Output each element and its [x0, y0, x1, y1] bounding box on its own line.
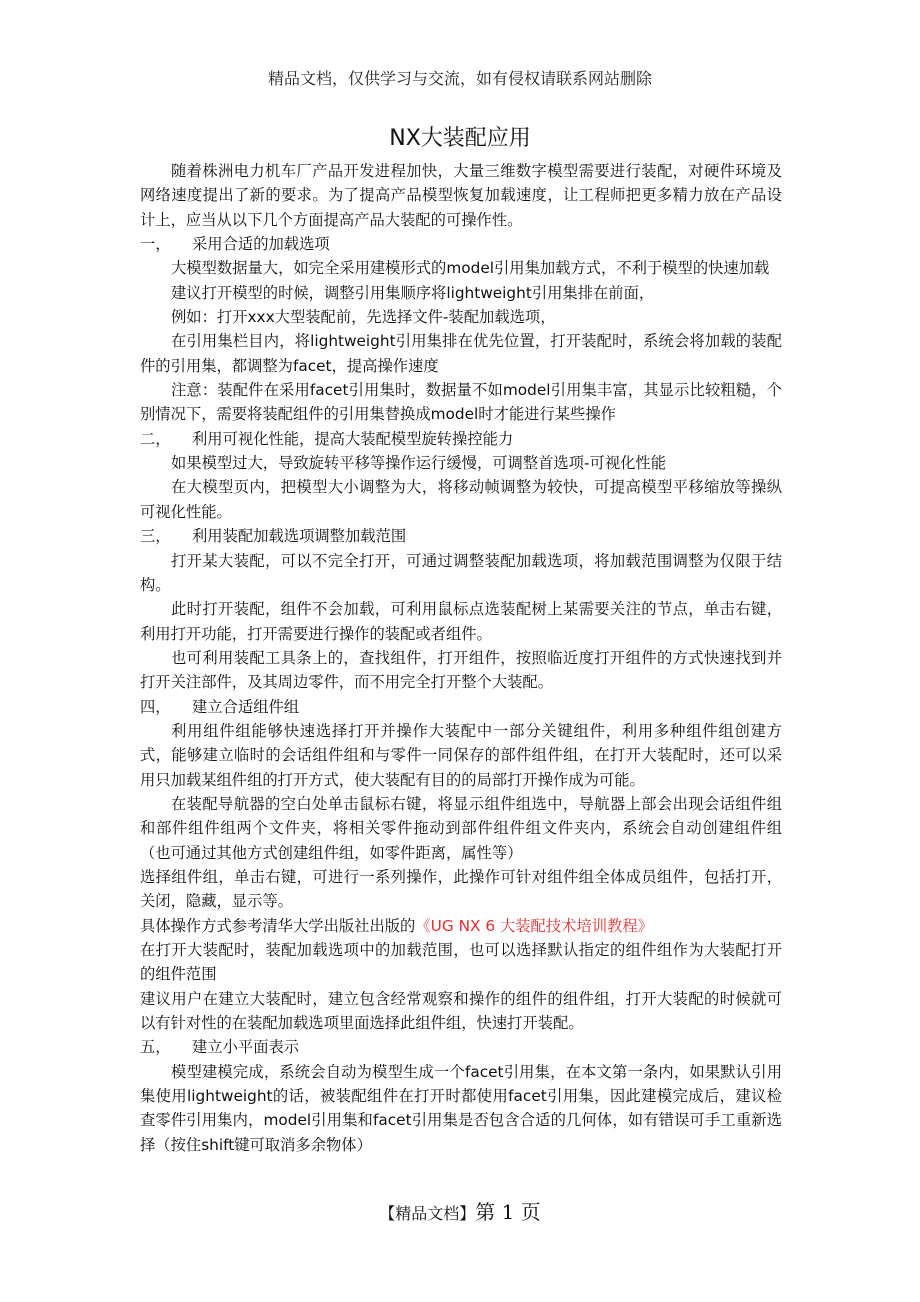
- section-number: 三，: [140, 527, 171, 546]
- section-number: 五，: [140, 1038, 171, 1057]
- section-heading-1: [140, 232, 782, 256]
- paragraph: 利用组件组能够快速选择打开并操作大装配中一部分关键组件，利用多种组件组创建方式，能够建立临时的会话组件组和与零件一同保存的部件组件组，在打开大装配时，还可以采用只加载某组件组的打开方式，使大装配有目的的局部打开操作成为可能。: [140, 721, 782, 789]
- paragraph: 模型建模完成，系统会自动为模型生成一个facet引用集，在本文第一条内，如果默认引用集使用lightweight的话，被装配组件在打开时都使用facet引用集，因此建模完成后，建议检查零件引用集内，model引用集和facet引用集是否包含合适的几何体，如有错误可手工重新选择（按住shift键可取消多余物体）: [140, 1062, 782, 1154]
- paragraph: 在大模型页内，把模型大小调整为大，将移动帧调整为较快，可提高模型平移缩放等操纵可视化性能。: [140, 478, 782, 521]
- section-title: 建立小平面表示: [192, 1038, 300, 1057]
- paragraph: 在装配导航器的空白处单击鼠标右键，将显示组件组选中，导航器上部会出现会话组件组和部件组件组两个文件夹，将相关零件拖动到部件组件组文件夹内，系统会自动创建组件组（也可通过其他方式创建组件组，如零件距离，属性等）: [140, 794, 782, 862]
- paragraph: 选择组件组，单击右键，可进行一系列操作，此操作可针对组件组全体成员组件，包括打开，关闭，隐藏，显示等。: [140, 867, 782, 911]
- page-number: 第 1 页: [475, 1200, 541, 1224]
- section-number: 二，: [140, 429, 171, 448]
- section-heading-5: [140, 1035, 782, 1059]
- paragraph: 注意：装配件在采用facet引用集时，数据量不如model引用集丰富，其显示比较粗糙，个别情况下，需要将装配组件的引用集替换成model时才能进行某些操作: [140, 381, 782, 424]
- paragraph: 建议用户在建立大装配时，建立包含经常观察和操作的组件的组件组，打开大装配的时候就可以有针对性的在装配加载选项里面选择此组件组，快速打开装配。: [140, 989, 782, 1033]
- page-header: 精品文档，仅供学习与交流，如有侵权请联系网站删除: [267, 69, 652, 88]
- section-heading-4: [140, 695, 782, 719]
- section-number: 四，: [140, 697, 171, 716]
- section-title: 采用合适的加载选项: [192, 235, 330, 254]
- section-number: 一，: [140, 235, 171, 254]
- paragraph: 例如：打开xxx大型装配前，先选择文件-装配加载选项，: [171, 308, 556, 327]
- book-reference: 《UG NX 6 大装配技术培训教程》: [415, 916, 653, 935]
- paragraph: 如果模型过大，导致旋转平移等操作运行缓慢，可调整首选项-可视化性能: [171, 454, 667, 473]
- paragraph: 大模型数据量大，如完全采用建模形式的model引用集加载方式，不利于模型的快速加载: [171, 259, 770, 278]
- document-body: [140, 159, 782, 1157]
- section-title: 利用装配加载选项调整加载范围: [192, 527, 407, 546]
- section-title: 利用可视化性能，提高大装配模型旋转操控能力: [192, 429, 514, 448]
- reference-paragraph: [140, 914, 782, 938]
- section-heading-2: [140, 427, 782, 451]
- page-footer: [0, 1196, 920, 1225]
- reference-prefix: 具体操作方式参考清华大学出版社出版的: [140, 916, 416, 935]
- paragraph: 此时打开装配，组件不会加载，可利用鼠标点选装配树上某需要关注的节点，单击右键，利用打开功能，打开需要进行操作的装配或者组件。: [140, 600, 782, 643]
- paragraph: 打开某大装配，可以不完全打开，可通过调整装配加载选项，将加载范围调整为仅限于结构。: [140, 551, 782, 594]
- section-heading-3: [140, 524, 782, 548]
- intro-paragraph: 随着株洲电力机车厂产品开发进程加快，大量三维数字模型需要进行装配，对硬件环境及网络速度提出了新的要求。为了提高产品模型恢复加载速度，让工程师把更多精力放在产品设计上，应当从以下几个方面提高产品大装配的可操作性。: [140, 162, 782, 229]
- document-title: NX大装配应用: [389, 126, 531, 151]
- paragraph: 建议打开模型的时候，调整引用集顺序将lightweight引用集排在前面，: [171, 283, 655, 302]
- paragraph: 在打开大装配时，装配加载选项中的加载范围，也可以选择默认指定的组件组作为大装配打开的组件范围: [140, 941, 782, 984]
- section-title: 建立合适组件组: [192, 697, 300, 716]
- footer-tag: 【精品文档】: [379, 1204, 476, 1223]
- paragraph: 也可利用装配工具条上的，查找组件，打开组件，按照临近度打开组件的方式快速找到并打开关注部件，及其周边零件，而不用完全打开整个大装配。: [140, 648, 782, 692]
- paragraph: 在引用集栏目内，将lightweight引用集排在优先位置，打开装配时，系统会将加载的装配件的引用集，都调整为facet，提高操作速度: [140, 332, 782, 375]
